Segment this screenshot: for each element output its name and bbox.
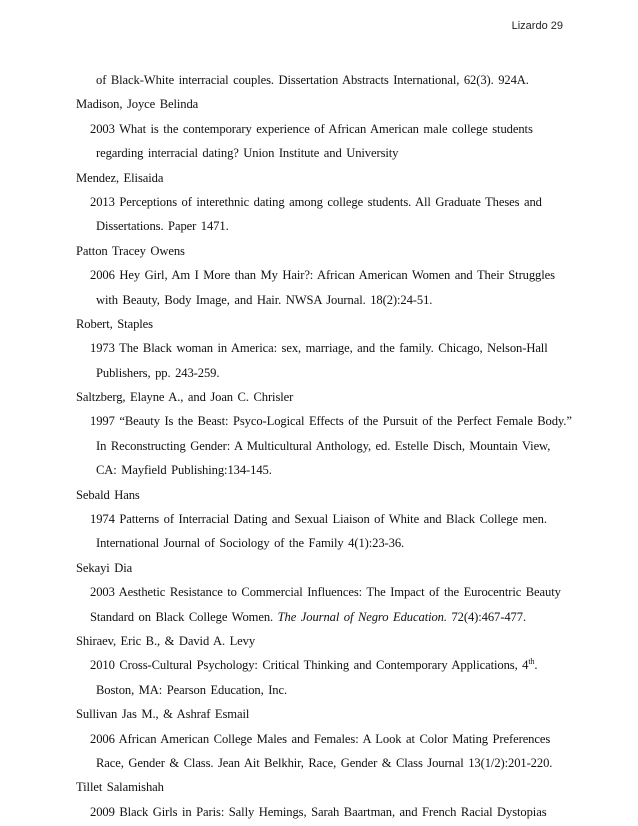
reference-text: . bbox=[534, 658, 538, 673]
reference-author: Sekayi Dia bbox=[76, 560, 133, 575]
reference-author: Shiraev, Eric B., & David A. Levy bbox=[76, 633, 256, 648]
reference-author: Sullivan Jas M., & Ashraf Esmail bbox=[76, 707, 250, 722]
reference-author: Saltzberg, Elayne A., and Joan C. Chrisler bbox=[76, 390, 294, 405]
reference-line: In Reconstructing Gender: A Multicultural Anthology, ed. Estelle Disch, Mountain View, bbox=[96, 438, 551, 453]
reference-line: International Journal of Sociology of the Family 4(1):23-36. bbox=[96, 536, 405, 551]
page-number-header: Lizardo 29 bbox=[511, 20, 563, 32]
reference-line: 2013 Perceptions of interethnic dating among college students. All Graduate Theses and bbox=[90, 194, 542, 209]
reference-line bbox=[76, 653, 576, 677]
reference-author: Patton Tracey Owens bbox=[76, 243, 185, 258]
reference-line: 2006 Hey Girl, Am I More than My Hair?: African American Women and Their Struggles bbox=[90, 268, 555, 283]
reference-line: 2009 Black Girls in Paris: Sally Hemings, Sarah Baartman, and French Racial Dystopias bbox=[90, 804, 547, 819]
reference-text: Standard on Black College Women. bbox=[90, 609, 278, 624]
reference-author: Mendez, Elisaida bbox=[76, 170, 164, 185]
reference-line: Publishers, pp. 243-259. bbox=[96, 365, 220, 380]
reference-line: Dissertations. Paper 1471. bbox=[96, 219, 229, 234]
reference-line: 2003 Aesthetic Resistance to Commercial Influences: The Impact of the Eurocentric Beauty bbox=[90, 585, 561, 600]
reference-line: Boston, MA: Pearson Education, Inc. bbox=[96, 682, 288, 697]
reference-text: 72(4):467-477. bbox=[446, 609, 526, 624]
reference-line: 1997 “Beauty Is the Beast: Psyco-Logical Effects of the Pursuit of the Perfect Female Body.” bbox=[90, 414, 572, 429]
reference-line: CA: Mayfield Publishing:134-145. bbox=[96, 463, 272, 478]
reference-line: with Beauty, Body Image, and Hair. NWSA Journal. 18(2):24-51. bbox=[96, 292, 433, 307]
reference-author: Tillet Salamishah bbox=[76, 780, 164, 795]
reference-line: 1973 The Black woman in America: sex, marriage, and the family. Chicago, Nelson-Hall bbox=[90, 341, 548, 356]
reference-line: 2003 What is the contemporary experience of African American male college students bbox=[90, 121, 533, 136]
reference-line: of Black-White interracial couples. Dissertation Abstracts International, 62(3). 924A. bbox=[96, 73, 529, 87]
reference-line: Race, Gender & Class. Jean Ait Belkhir, Race, Gender & Class Journal 13(1/2):201-220. bbox=[96, 755, 553, 770]
reference-line: 2006 African American College Males and Females: A Look at Color Mating Preferences bbox=[90, 731, 551, 746]
reference-line: regarding interracial dating? Union Institute and University bbox=[96, 146, 399, 161]
bibliography-list bbox=[76, 68, 576, 824]
reference-line: 1974 Patterns of Interracial Dating and Sexual Liaison of White and Black College men. bbox=[90, 512, 547, 527]
reference-line bbox=[76, 605, 576, 629]
journal-title: The Journal of Negro Education. bbox=[277, 609, 447, 624]
reference-text: 2010 Cross-Cultural Psychology: Critical Thinking and Contemporary Applications, 4 bbox=[90, 658, 529, 673]
reference-author: Madison, Joyce Belinda bbox=[76, 97, 199, 112]
superscript: th bbox=[528, 657, 535, 667]
reference-author: Sebald Hans bbox=[76, 487, 140, 502]
reference-author: Robert, Staples bbox=[76, 316, 153, 331]
